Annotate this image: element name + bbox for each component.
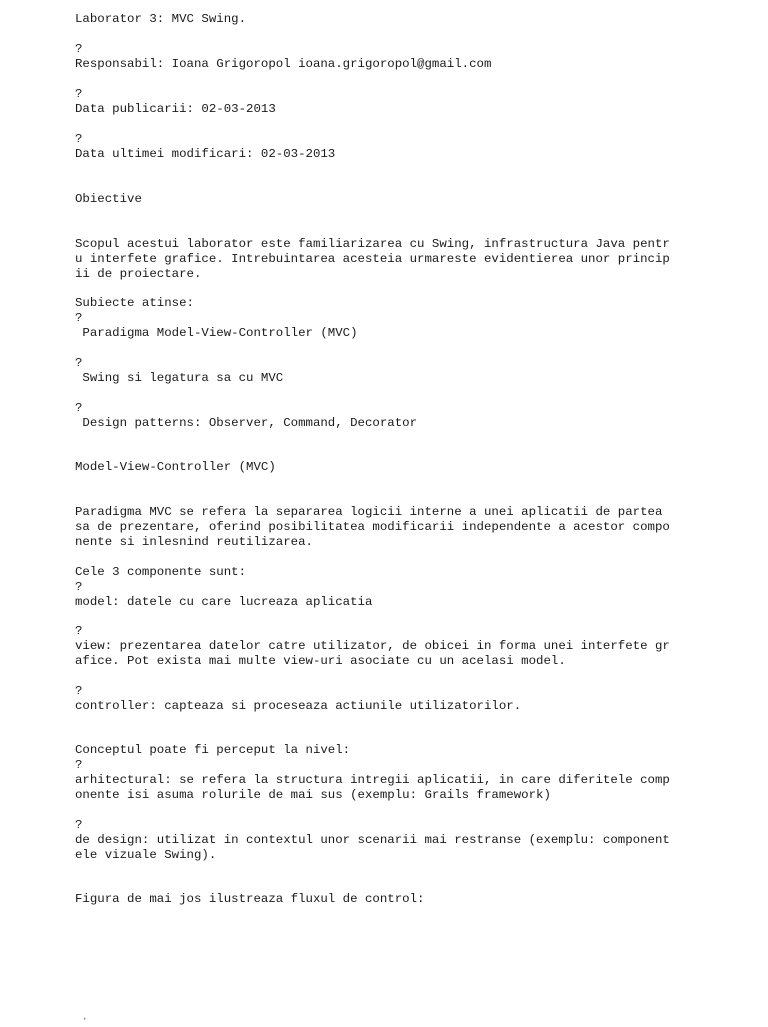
list-item: Paradigma Model-View-Controller (MVC) (75, 326, 358, 340)
list-item: arhitectural: se refera la structura intregii aplicatii, in care diferitele comp (75, 773, 670, 787)
list-item: Design patterns: Observer, Command, Decorator (75, 416, 418, 430)
list-item: view: prezentarea datelor catre utilizator, de obicei in forma unei interfete gr (75, 639, 670, 653)
image-placeholder-mark: · (81, 1012, 89, 1026)
text-line: ? (75, 624, 83, 638)
text-line: ? (75, 42, 83, 56)
text-line: afice. Pot exista mai multe view-uri asociate cu un acelasi model. (75, 654, 566, 668)
list-item: controller: capteaza si proceseaza actiunile utilizatorilor. (75, 699, 522, 713)
text-line: ii de proiectare. (75, 267, 202, 281)
section-heading: Model-View-Controller (MVC) (75, 460, 276, 474)
text-line: Figura de mai jos ilustreaza fluxul de control: (75, 892, 425, 906)
text-line: Responsabil: Ioana Grigoropol ioana.grigoropol@gmail.com (75, 57, 492, 71)
text-line: Data publicarii: 02-03-2013 (75, 102, 276, 116)
list-item: de design: utilizat in contextul unor scenarii mai restranse (exemplu: component (75, 833, 670, 847)
text-line: Subiecte atinse: (75, 296, 194, 310)
text-line: Cele 3 componente sunt: (75, 565, 247, 579)
text-line: Scopul acestui laborator este familiarizarea cu Swing, infrastructura Java pentr (75, 237, 670, 251)
text-line: sa de prezentare, oferind posibilitatea modificarii independente a acestor compo (75, 520, 670, 534)
document-title: Laborator 3: MVC Swing. (75, 12, 247, 26)
text-line: Conceptul poate fi perceput la nivel: (75, 743, 351, 757)
text-line: ? (75, 401, 83, 415)
text-line: ? (75, 87, 83, 101)
text-line: u interfete grafice. Intrebuintarea acesteia urmareste evidentierea unor princip (75, 252, 670, 266)
text-line: ? (75, 818, 83, 832)
text-line: Paradigma MVC se refera la separarea logicii interne a unei aplicatii de partea (75, 505, 663, 519)
text-line: Data ultimei modificari: 02-03-2013 (75, 147, 336, 161)
text-line: ? (75, 580, 83, 594)
text-line: ? (75, 311, 83, 325)
text-line: nente si inlesnind reutilizarea. (75, 535, 313, 549)
section-heading: Obiective (75, 192, 142, 206)
text-line: ? (75, 356, 83, 370)
list-item: Swing si legatura sa cu MVC (75, 371, 284, 385)
text-line: ? (75, 132, 83, 146)
text-line: ? (75, 684, 83, 698)
text-line: ? (75, 758, 83, 772)
list-item: model: datele cu care lucreaza aplicatia (75, 595, 373, 609)
text-line: onente isi asuma rolurile de mai sus (exemplu: Grails framework) (75, 788, 551, 802)
text-line: ele vizuale Swing). (75, 848, 217, 862)
